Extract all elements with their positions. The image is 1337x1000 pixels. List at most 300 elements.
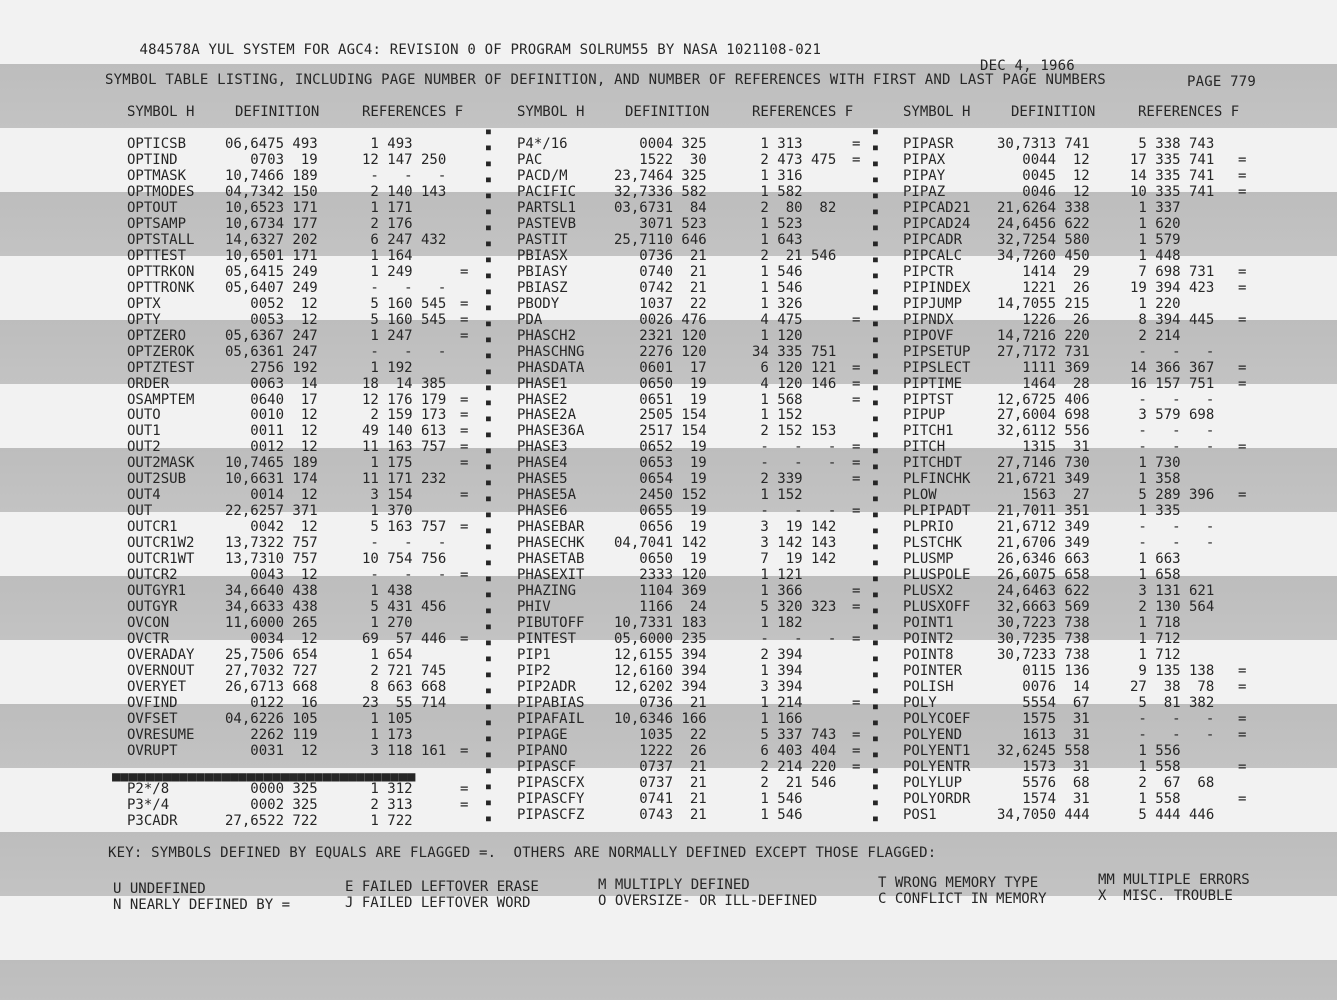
symbol-name: PLPIPADT [903, 503, 971, 520]
symbol-references: 49 140 613 [362, 423, 447, 440]
symbol-name: OVERNOUT [127, 663, 195, 679]
symbol-flag: = [460, 796, 469, 813]
symbol-definition: 1315 31 [997, 439, 1090, 456]
symbol-definition: 05,6000 235 [614, 631, 707, 648]
column-separator: ■ [873, 302, 878, 312]
symbol-definition: 0012 12 [225, 439, 318, 456]
symbol-name: PIP2 [517, 663, 551, 679]
column-separator: ■ [873, 797, 878, 807]
symbol-definition: 1574 31 [997, 790, 1090, 807]
symbol-references: - - - [1130, 391, 1215, 408]
column-separator: ■ [873, 638, 878, 648]
symbol-references: - - - [1130, 535, 1215, 552]
symbol-definition: 1226 26 [997, 311, 1090, 328]
symbol-flag: = [460, 295, 469, 312]
header-page-number: PAGE 779 [1187, 74, 1257, 90]
symbol-definition: 0651 19 [614, 391, 707, 408]
symbol-name: PIPOVF [903, 327, 954, 344]
column-separator: ■ [873, 765, 878, 775]
symbol-definition: 0044 12 [997, 151, 1090, 168]
symbol-references: 1 192 [362, 359, 413, 376]
symbol-references: 1 718 [1130, 615, 1181, 632]
symbol-name: OPTZTEST [127, 359, 195, 376]
symbol-definition: 27,7146 730 [997, 455, 1090, 472]
symbol-references: 1 220 [1130, 295, 1181, 312]
symbol-definition: 0736 21 [614, 694, 707, 711]
column-separator: ■ [486, 781, 491, 791]
symbol-definition: 0740 21 [614, 263, 707, 280]
symbol-definition: 2756 192 [225, 359, 318, 376]
symbol-definition: 0652 19 [614, 439, 707, 456]
symbol-name: PIBUTOFF [517, 615, 585, 632]
symbol-definition: 27,6004 698 [997, 407, 1090, 424]
symbol-flag: = [1238, 375, 1247, 392]
symbol-definition: 1111 369 [997, 359, 1090, 376]
column-separator: ■ [486, 446, 491, 456]
symbol-name: OUTCR1 [127, 519, 178, 536]
symbol-references: - - - [1130, 343, 1215, 360]
symbol-definition: 12,6155 394 [614, 647, 707, 664]
symbol-definition: 0004 325 [614, 136, 707, 152]
legend-item: C CONFLICT IN MEMORY [878, 891, 1047, 907]
column-separator: ■ [873, 542, 878, 552]
column-separator: ■ [873, 286, 878, 296]
symbol-definition: 26,6075 658 [997, 567, 1090, 584]
symbol-name: PIPCALC [903, 247, 963, 264]
symbol-name: PHASE2A [517, 407, 577, 424]
symbol-flag: = [852, 631, 861, 648]
symbol-definition: 30,7235 738 [997, 631, 1090, 648]
symbol-definition: 32,6112 556 [997, 423, 1090, 440]
symbol-references: - - - [362, 567, 447, 584]
symbol-flag: = [852, 742, 861, 759]
symbol-definition: 0045 12 [997, 167, 1090, 184]
symbol-definition: 23,7464 325 [614, 167, 707, 184]
symbol-definition: 27,6522 722 [225, 812, 318, 829]
symbol-references: 2 176 [362, 215, 413, 232]
symbol-definition: 1575 31 [997, 710, 1090, 727]
column-header: DEFINITION [625, 104, 710, 120]
symbol-name: PIPASCFX [517, 774, 585, 791]
symbol-definition: 32,7336 582 [614, 183, 707, 200]
symbol-definition: 1573 31 [997, 758, 1090, 775]
symbol-name: PIP2ADR [517, 678, 577, 695]
column-separator: ■ [486, 270, 491, 280]
symbol-flag: = [852, 694, 861, 711]
symbol-name: PIPTIME [903, 375, 963, 392]
symbol-references: 3 19 142 [752, 519, 837, 536]
symbol-name: OPTX [127, 295, 161, 312]
column-separator: ■ [486, 813, 491, 823]
symbol-definition: 1166 24 [614, 599, 707, 616]
symbol-definition: 0650 19 [614, 375, 707, 392]
symbol-name: PHAZING [517, 583, 577, 600]
symbol-flag: = [1238, 167, 1247, 184]
symbol-definition: 1522 30 [614, 151, 707, 168]
column-separator: ■ [873, 622, 878, 632]
symbol-definition: 0653 19 [614, 455, 707, 472]
symbol-references: 11 171 232 [362, 471, 447, 488]
symbol-definition: 2517 154 [614, 423, 707, 440]
symbol-definition: 0042 12 [225, 519, 318, 536]
symbol-name: PHASEBAR [517, 519, 585, 536]
symbol-name: P2*/8 [127, 780, 170, 797]
symbol-name: PIPASCFY [517, 790, 585, 807]
symbol-references: 1 312 [362, 780, 413, 797]
column-separator: ■ [486, 733, 491, 743]
symbol-name: PARTSL1 [517, 199, 577, 216]
symbol-definition: 0742 21 [614, 279, 707, 296]
symbol-definition: 2262 119 [225, 726, 318, 743]
symbol-references: 1 558 [1130, 758, 1181, 775]
symbol-references: 2 214 220 [752, 758, 837, 775]
symbol-definition: 5554 67 [997, 694, 1090, 711]
symbol-references: 6 247 432 [362, 231, 447, 248]
column-separator: ■ [873, 366, 878, 376]
column-separator: ■ [486, 526, 491, 536]
column-separator: ■ [486, 350, 491, 360]
symbol-name: OVCON [127, 615, 170, 632]
dotted-rule: ■■■■■■■■■■■■■■■■■■■■■■■■■■■■■■■■■■■■ [112, 769, 416, 785]
column-separator: ■ [486, 382, 491, 392]
symbol-references: 2 721 745 [362, 663, 447, 679]
symbol-definition: 30,7313 741 [997, 136, 1090, 152]
symbol-flag: = [460, 742, 469, 759]
symbol-references: - - - [752, 631, 837, 648]
symbol-references: 2 152 153 [752, 423, 837, 440]
symbol-name: PHASE1 [517, 375, 568, 392]
symbol-name: PITCH [903, 439, 946, 456]
symbol-references: 1 546 [752, 790, 803, 807]
symbol-name: PHASE6 [517, 503, 568, 520]
symbol-definition: 0640 17 [225, 391, 318, 408]
symbol-name: PIPAX [903, 151, 946, 168]
symbol-flag: = [852, 726, 861, 743]
symbol-name: PIPASR [903, 136, 954, 152]
symbol-name: PIPUP [903, 407, 946, 424]
column-separator: ■ [873, 318, 878, 328]
symbol-references: 5 444 446 [1130, 806, 1215, 823]
column-separator: ■ [486, 701, 491, 711]
symbol-name: PAC [517, 151, 543, 168]
symbol-definition: 1222 26 [614, 742, 707, 759]
symbol-name: PHASDATA [517, 359, 585, 376]
symbol-definition: 30,7233 738 [997, 647, 1090, 664]
symbol-definition: 34,6633 438 [225, 599, 318, 616]
symbol-name: PIPCTR [903, 263, 954, 280]
column-separator: ■ [486, 206, 491, 216]
symbol-flag: = [460, 263, 469, 280]
column-separator: ■ [486, 590, 491, 600]
symbol-references: 2 159 173 [362, 407, 447, 424]
symbol-name: PIPASCFZ [517, 806, 585, 823]
symbol-references: 3 394 [752, 678, 803, 695]
symbol-definition: 05,6361 247 [225, 343, 318, 360]
symbol-definition: 26,6346 663 [997, 551, 1090, 568]
symbol-flag: = [1238, 183, 1247, 200]
symbol-references: 2 473 475 [752, 151, 837, 168]
symbol-definition: 04,7041 142 [614, 535, 707, 552]
column-separator: ■ [873, 685, 878, 695]
symbol-references: - - - [362, 535, 447, 552]
symbol-name: PLUSX2 [903, 583, 954, 600]
symbol-flag: = [1238, 151, 1247, 168]
listing-subtitle: SYMBOL TABLE LISTING, INCLUDING PAGE NUMBER OF DEFINITION, AND NUMBER OF REFERENCES WITH FIRST AND LAST PAGE NUMBERS [105, 72, 1106, 88]
symbol-name: OUT4 [127, 487, 161, 504]
column-separator: ■ [873, 654, 878, 663]
symbol-definition: 21,6712 349 [997, 519, 1090, 536]
symbol-flag: = [460, 455, 469, 472]
symbol-definition: 21,6721 349 [997, 471, 1090, 488]
symbol-name: OUTCR1WT [127, 551, 195, 568]
symbol-references: 1 523 [752, 215, 803, 232]
symbol-definition: 1037 22 [614, 295, 707, 312]
symbol-definition: 1464 28 [997, 375, 1090, 392]
symbol-definition: 2276 120 [614, 343, 707, 360]
symbol-references: 1 214 [752, 694, 803, 711]
column-separator: ■ [486, 334, 491, 344]
symbol-definition: 0737 21 [614, 774, 707, 791]
symbol-name: OVFSET [127, 710, 178, 727]
column-header: DEFINITION [235, 104, 320, 120]
symbol-name: OVERYET [127, 678, 187, 695]
symbol-references: 4 120 146 [752, 375, 837, 392]
symbol-definition: 12,6725 406 [997, 391, 1090, 408]
symbol-references: 10 754 756 [362, 551, 447, 568]
column-separator: ■ [873, 382, 878, 392]
symbol-flag: = [1238, 663, 1247, 679]
symbol-references: 16 157 751 [1130, 375, 1215, 392]
column-separator: ■ [486, 366, 491, 376]
column-separator: ■ [486, 654, 491, 663]
symbol-name: POS1 [903, 806, 937, 823]
symbol-references: 7 19 142 [752, 551, 837, 568]
symbol-name: PLUSPOLE [903, 567, 971, 584]
symbol-references: 2 140 143 [362, 183, 447, 200]
symbol-references: 1 182 [752, 615, 803, 632]
symbol-name: POLYCOEF [903, 710, 971, 727]
symbol-flag: = [460, 780, 469, 797]
symbol-definition: 0601 17 [614, 359, 707, 376]
symbol-definition: 32,6245 558 [997, 742, 1090, 759]
symbol-definition: 10,7465 189 [225, 455, 318, 472]
symbol-references: 1 326 [752, 295, 803, 312]
symbol-references: 1 247 [362, 327, 413, 344]
symbol-definition: 0034 12 [225, 631, 318, 648]
symbol-references: 8 663 668 [362, 678, 447, 695]
symbol-references: 14 366 367 [1130, 359, 1215, 376]
symbol-name: PIPAY [903, 167, 946, 184]
symbol-flag: = [1238, 726, 1247, 743]
symbol-references: - - - [1130, 439, 1215, 456]
column-separator: ■ [873, 190, 878, 200]
flag-key: KEY: SYMBOLS DEFINED BY EQUALS ARE FLAGGED =. OTHERS ARE NORMALLY DEFINED EXCEPT THOSE FLAGGED: [108, 845, 937, 861]
symbol-definition: 05,6415 249 [225, 263, 318, 280]
symbol-definition: 30,7223 738 [997, 615, 1090, 632]
column-separator: ■ [486, 462, 491, 472]
symbol-definition: 11,6000 265 [225, 615, 318, 632]
symbol-definition: 0026 476 [614, 311, 707, 328]
symbol-name: PIPTST [903, 391, 954, 408]
symbol-name: PIPAGE [517, 726, 568, 743]
column-separator: ■ [486, 318, 491, 328]
symbol-references: 1 556 [1130, 742, 1181, 759]
symbol-flag: = [1238, 359, 1247, 376]
symbol-flag: = [460, 519, 469, 536]
symbol-name: POLYENT1 [903, 742, 971, 759]
symbol-references: 2 21 546 [752, 247, 837, 264]
symbol-references: 1 730 [1130, 455, 1181, 472]
symbol-references: 3 579 698 [1130, 407, 1215, 424]
symbol-flag: = [460, 567, 469, 584]
symbol-references: - - - [752, 439, 837, 456]
symbol-references: 2 130 564 [1130, 599, 1215, 616]
symbol-name: POLYORDR [903, 790, 971, 807]
symbol-flag: = [852, 471, 861, 488]
symbol-references: 5 160 545 [362, 311, 447, 328]
symbol-references: 1 152 [752, 407, 803, 424]
column-separator: ■ [486, 414, 491, 424]
symbol-definition: 04,7342 150 [225, 183, 318, 200]
symbol-definition: 1104 369 [614, 583, 707, 600]
symbol-name: OUT2 [127, 439, 161, 456]
column-separator: ■ [873, 254, 878, 264]
column-separator: ■ [873, 238, 878, 248]
symbol-name: P3*/4 [127, 796, 170, 813]
column-header: REFERENCES F [752, 104, 854, 120]
symbol-references: 1 337 [1130, 199, 1181, 216]
symbol-flag: = [852, 136, 861, 152]
symbol-name: POLY [903, 694, 937, 711]
symbol-references: 7 698 731 [1130, 263, 1215, 280]
symbol-references: 1 171 [362, 199, 413, 216]
column-separator: ■ [486, 174, 491, 184]
symbol-name: PACIFIC [517, 183, 577, 200]
symbol-name: POLYLUP [903, 774, 963, 791]
symbol-references: 18 14 385 [362, 375, 447, 392]
legend-item: E FAILED LEFTOVER ERASE [345, 879, 539, 895]
symbol-definition: 10,6631 174 [225, 471, 318, 488]
symbol-name: OPTSTALL [127, 231, 195, 248]
symbol-references: 2 67 68 [1130, 774, 1215, 791]
column-separator: ■ [486, 127, 491, 136]
symbol-flag: = [460, 327, 469, 344]
symbol-references: 5 163 757 [362, 519, 447, 536]
symbol-references: 2 214 [1130, 327, 1181, 344]
symbol-references: 8 394 445 [1130, 311, 1215, 328]
column-separator: ■ [486, 398, 491, 408]
symbol-definition: 0014 12 [225, 487, 318, 504]
symbol-references: 1 438 [362, 583, 413, 600]
symbol-name: OVRESUME [127, 726, 195, 743]
legend-item: U UNDEFINED [113, 881, 206, 897]
column-separator: ■ [486, 542, 491, 552]
symbol-name: POINTER [903, 663, 963, 679]
symbol-name: OUT2MASK [127, 455, 195, 472]
symbol-name: PIPAFAIL [517, 710, 585, 727]
symbol-name: PIPNDX [903, 311, 954, 328]
symbol-references: - - - [362, 279, 447, 296]
column-separator: ■ [486, 622, 491, 632]
column-separator: ■ [873, 174, 878, 184]
column-separator: ■ [873, 717, 878, 727]
column-separator: ■ [486, 478, 491, 488]
symbol-references: 5 160 545 [362, 295, 447, 312]
symbol-references: 1 358 [1130, 471, 1181, 488]
symbol-name: OPTICSB [127, 136, 187, 152]
symbol-name: PLUSMP [903, 551, 954, 568]
column-separator: ■ [873, 781, 878, 791]
symbol-references: 1 558 [1130, 790, 1181, 807]
symbol-definition: 0655 19 [614, 503, 707, 520]
symbol-references: 1 249 [362, 263, 413, 280]
symbol-definition: 12,6160 394 [614, 663, 707, 679]
symbol-flag: = [852, 758, 861, 775]
symbol-references: 3 142 143 [752, 535, 837, 552]
column-header: SYMBOL H [127, 104, 195, 120]
symbol-name: OPTMODES [127, 183, 195, 200]
column-separator: ■ [486, 638, 491, 648]
symbol-name: POLYEND [903, 726, 963, 743]
symbol-name: OUTGYR1 [127, 583, 187, 600]
symbol-definition: 13,7310 757 [225, 551, 318, 568]
symbol-name: PLPRIO [903, 519, 954, 536]
column-separator: ■ [873, 350, 878, 360]
legend-item: N NEARLY DEFINED BY = [113, 897, 291, 913]
symbol-references: 1 712 [1130, 647, 1181, 664]
header-title: 484578A YUL SYSTEM FOR AGC4: REVISION 0 OF PROGRAM SOLRUM55 BY NASA 1021108-021 [139, 42, 822, 58]
symbol-definition: 0002 325 [225, 796, 318, 813]
column-separator: ■ [486, 430, 491, 440]
column-separator: ■ [873, 701, 878, 711]
symbol-definition: 3071 523 [614, 215, 707, 232]
symbol-definition: 06,6475 493 [225, 136, 318, 152]
symbol-name: OVRUPT [127, 742, 178, 759]
symbol-references: 2 339 [752, 471, 803, 488]
column-separator: ■ [873, 813, 878, 823]
column-separator: ■ [486, 286, 491, 296]
symbol-references: 10 335 741 [1130, 183, 1215, 200]
symbol-references: 12 176 179 [362, 391, 447, 408]
column-separator: ■ [873, 158, 878, 168]
symbol-references: 1 582 [752, 183, 803, 200]
column-separator: ■ [486, 302, 491, 312]
symbol-definition: 0654 19 [614, 471, 707, 488]
symbol-flag: = [460, 631, 469, 648]
column-separator: ■ [486, 190, 491, 200]
column-separator: ■ [873, 142, 878, 152]
symbol-name: PIPAZ [903, 183, 946, 200]
symbol-name: OPTZERO [127, 327, 187, 344]
symbol-references: - - - [752, 503, 837, 520]
symbol-name: PHASE2 [517, 391, 568, 408]
column-separator: ■ [486, 574, 491, 584]
symbol-name: PHASE5A [517, 487, 577, 504]
column-header: REFERENCES F [1138, 104, 1240, 120]
symbol-definition: 10,7331 183 [614, 615, 707, 632]
symbol-references: 1 722 [362, 812, 413, 829]
symbol-name: OPTOUT [127, 199, 178, 216]
column-separator: ■ [486, 765, 491, 775]
symbol-references: 1 568 [752, 391, 803, 408]
column-separator: ■ [873, 526, 878, 536]
symbol-definition: 24,6463 622 [997, 583, 1090, 600]
symbol-definition: 32,7254 580 [997, 231, 1090, 248]
column-separator: ■ [486, 717, 491, 727]
column-separator: ■ [486, 797, 491, 807]
column-separator: ■ [873, 206, 878, 216]
symbol-definition: 0043 12 [225, 567, 318, 584]
